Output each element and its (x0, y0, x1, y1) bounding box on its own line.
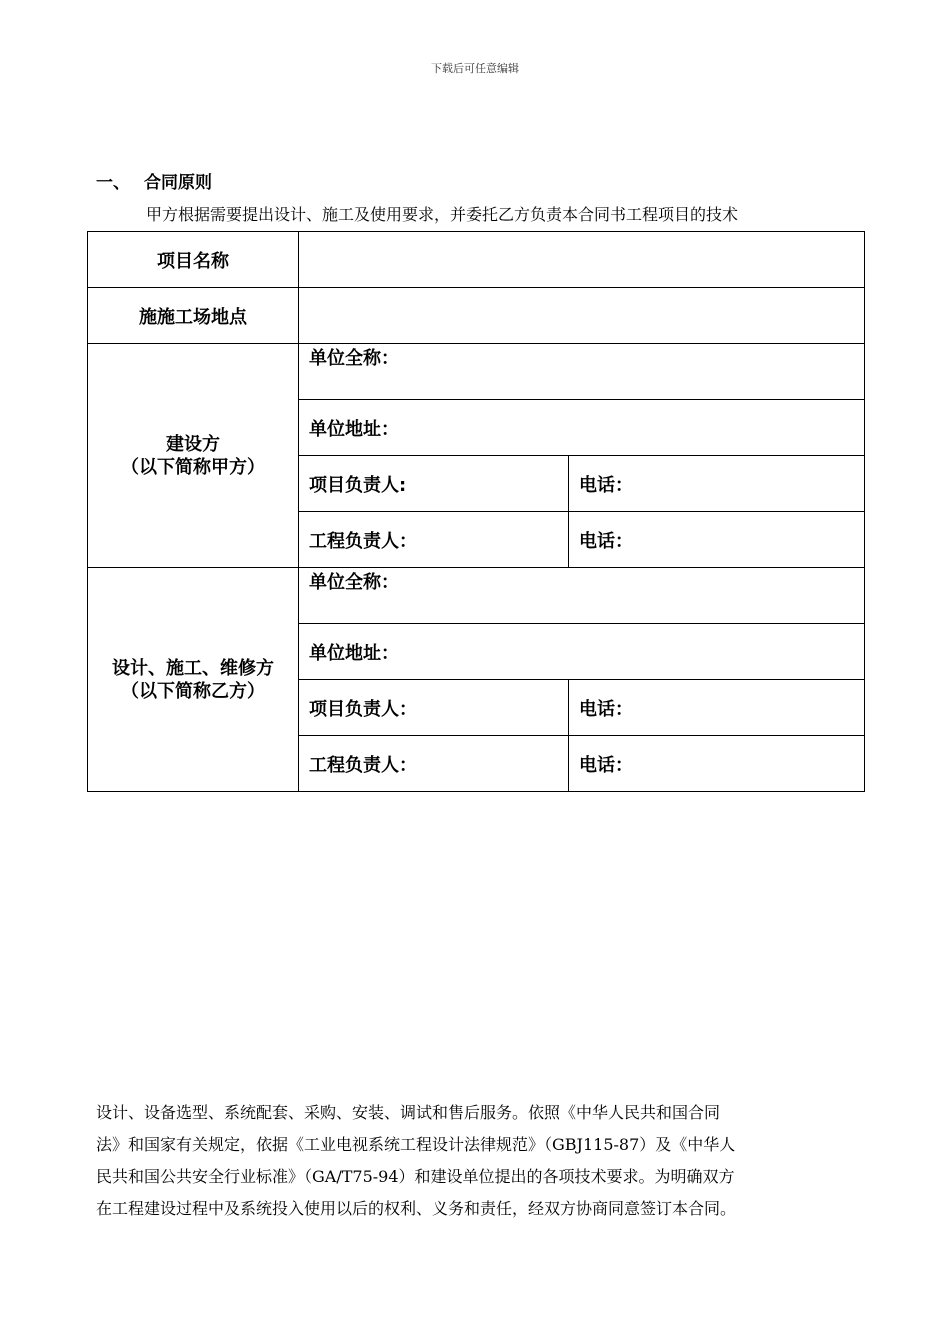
project-name-value[interactable] (299, 232, 865, 288)
table-row-party-b-unit-name (88, 568, 865, 624)
section-title: 合同原则 (144, 173, 212, 193)
table-row-project-name (88, 232, 865, 288)
party-a-unit-name-field[interactable]: 单位全称： (299, 344, 865, 400)
party-b-phone2-field[interactable]: 电话： (569, 736, 865, 792)
body-line: 在工程建设过程中及系统投入使用以后的权利、义务和责任，经双方协商同意签订本合同。 (96, 1199, 737, 1218)
section-heading (96, 168, 212, 193)
site-value[interactable] (299, 288, 865, 344)
party-a-cell (88, 344, 299, 568)
party-b-subtitle: （以下简称乙方） (121, 680, 265, 702)
table-row-site (88, 288, 865, 344)
body-line: 民共和国公共安全行业标准》（GA/T75-94）和建设单位提出的各项技术要求。为明确双方 (96, 1167, 735, 1186)
body-line: 法》和国家有关规定，依据《工业电视系统工程设计法律规范》（GBJ115-87）及《中华人 (96, 1135, 736, 1154)
party-a-title: 建设方 (166, 433, 220, 455)
header-note: 下载后可任意编辑 (431, 62, 519, 75)
party-b-phone1-field[interactable]: 电话： (569, 680, 865, 736)
section-number: 一、 (96, 173, 130, 193)
party-b-title: 设计、施工、维修方 (112, 657, 274, 679)
body-paragraph (96, 1097, 858, 1225)
party-a-unit-address-field[interactable]: 单位地址： (299, 400, 865, 456)
project-name-label: 项目名称 (88, 232, 299, 288)
party-a-subtitle: （以下简称甲方） (121, 456, 265, 478)
party-b-unit-address-field[interactable]: 单位地址： (299, 624, 865, 680)
party-b-cell (88, 568, 299, 792)
party-a-engineering-lead-field[interactable]: 工程负责人： (299, 512, 569, 568)
party-a-phone1-field[interactable]: 电话： (569, 456, 865, 512)
party-b-project-lead-field[interactable]: 项目负责人： (299, 680, 569, 736)
site-label: 施施工场地点 (88, 288, 299, 344)
body-line: 设计、设备选型、系统配套、采购、安装、调试和售后服务。依照《中华人民共和国合同 (96, 1103, 721, 1122)
party-a-phone2-field[interactable]: 电话： (569, 512, 865, 568)
party-b-engineering-lead-field[interactable]: 工程负责人： (299, 736, 569, 792)
party-b-unit-name-field[interactable]: 单位全称： (299, 568, 865, 624)
party-a-project-lead-field[interactable]: 项目负责人: (299, 456, 569, 512)
table-row-party-a-unit-name (88, 344, 865, 400)
intro-paragraph: 甲方根据需要提出设计、施工及使用要求，并委托乙方负责本合同书工程项目的技术 (146, 205, 739, 224)
contract-info-table (87, 231, 865, 792)
